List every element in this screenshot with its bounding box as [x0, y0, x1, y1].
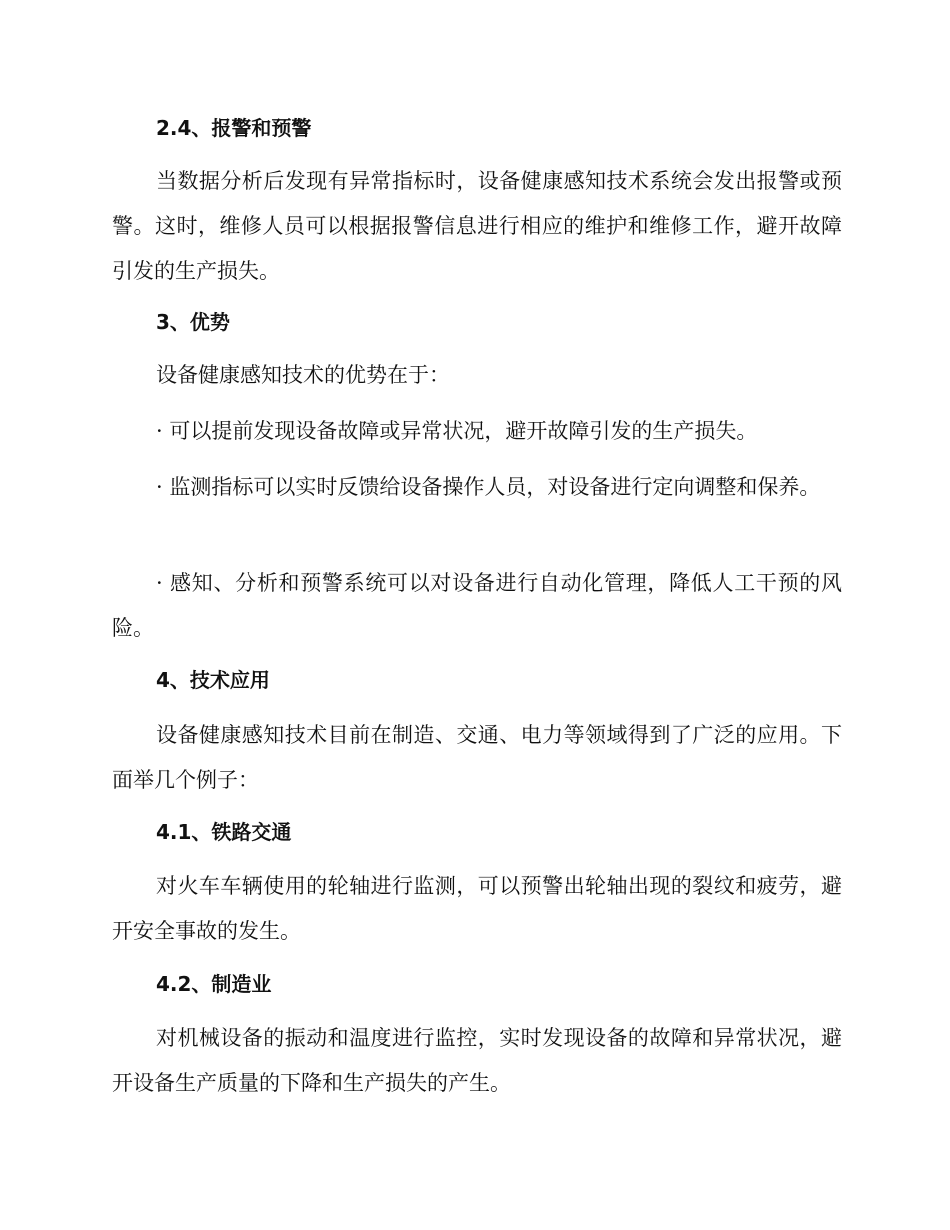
bullet-item-realtime-feedback: · 监测指标可以实时反馈给设备操作人员，对设备进行定向调整和保养。: [156, 475, 821, 499]
paragraph-advantages-intro: 设备健康感知技术的优势在于：: [156, 363, 450, 387]
bullet-item-early-detection: · 可以提前发现设备故障或异常状况，避开故障引发的生产损失。: [156, 419, 758, 443]
paragraph-manufacturing: 对机械设备的振动和温度进行监控，实时发现设备的故障和异常状况，避开设备生产质量的下降和生产损失的产生。: [112, 1026, 842, 1095]
section-heading-alarm: 2.4、报警和预警: [156, 116, 312, 140]
bullet-item-automation: · 感知、分析和预警系统可以对设备进行自动化管理，降低人工干预的风险。: [112, 571, 842, 640]
section-heading-railway: 4.1、铁路交通: [156, 820, 292, 844]
section-heading-manufacturing: 4.2、制造业: [156, 972, 272, 996]
paragraph-applications-intro: 设备健康感知技术目前在制造、交通、电力等领域得到了广泛的应用。下面举几个例子：: [112, 723, 842, 792]
paragraph-alarm: 当数据分析后发现有异常指标时，设备健康感知技术系统会发出报警或预警。这时，维修人员可以根据报警信息进行相应的维护和维修工作，避开故障引发的生产损失。: [112, 169, 842, 283]
paragraph-railway: 对火车车辆使用的轮轴进行监测，可以预警出轮轴出现的裂纹和疲劳，避开安全事故的发生。: [112, 874, 842, 943]
section-heading-applications: 4、技术应用: [156, 668, 270, 692]
section-heading-advantages: 3、优势: [156, 310, 230, 334]
